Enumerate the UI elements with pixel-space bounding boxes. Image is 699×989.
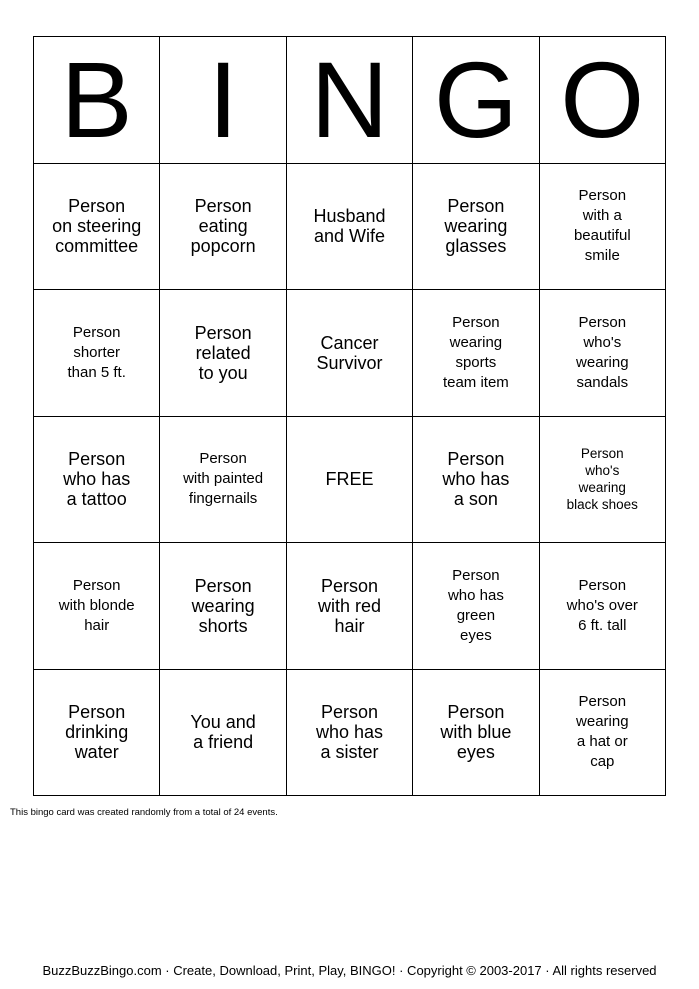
bingo-square[interactable] (540, 417, 666, 544)
bingo-square[interactable] (34, 164, 160, 291)
bingo-square[interactable] (34, 670, 160, 797)
footer-text: BuzzBuzzBingo.com · Create, Download, Print, Play, BINGO! · Copyright © 2003-2017 · All rights reserved (42, 963, 657, 978)
bingo-square[interactable] (160, 417, 286, 544)
bingo-square[interactable] (287, 670, 413, 797)
square-text: Cancer Survivor (316, 332, 383, 373)
square-text: Husband and Wife (313, 206, 386, 247)
header-letter: O (560, 38, 645, 160)
square-text: Person shorter than 5 ft. (67, 323, 126, 381)
header-cell-o (540, 37, 666, 164)
header-letter: G (433, 38, 518, 160)
header-letter: B (60, 38, 133, 160)
card-note: This bingo card was created randomly from a total of 24 events. (10, 807, 278, 818)
bingo-square[interactable] (287, 290, 413, 417)
square-text: Person who has a sister (315, 702, 384, 763)
bingo-square[interactable] (540, 290, 666, 417)
square-text: Person with painted fingernails (183, 450, 264, 508)
square-text: Person eating popcorn (190, 196, 256, 257)
bingo-square[interactable] (160, 164, 286, 291)
bingo-square[interactable] (34, 417, 160, 544)
bingo-square[interactable] (413, 290, 539, 417)
square-text: Person who has green eyes (447, 566, 504, 644)
bingo-square[interactable] (540, 670, 666, 797)
bingo-square[interactable] (160, 290, 286, 417)
bingo-square[interactable] (34, 543, 160, 670)
square-text: Person who's over 6 ft. tall (566, 576, 638, 634)
square-text: Person who's wearing sandals (576, 313, 629, 391)
bingo-square[interactable] (413, 670, 539, 797)
bingo-square[interactable] (413, 417, 539, 544)
bingo-square[interactable] (34, 290, 160, 417)
header-letter: N (310, 38, 389, 160)
bingo-square[interactable] (287, 164, 413, 291)
header-cell-g (413, 37, 539, 164)
bingo-square[interactable] (540, 164, 666, 291)
bingo-square[interactable] (160, 670, 286, 797)
square-text: FREE (325, 469, 374, 490)
header-letter: I (208, 38, 239, 160)
square-text: Person wearing shorts (191, 575, 255, 636)
square-text: Person related to you (194, 322, 252, 383)
square-text: Person on steering committee (52, 196, 142, 257)
square-text: Person with red hair (317, 575, 381, 636)
square-text: Person with blue eyes (440, 702, 512, 763)
header-cell-b (34, 37, 160, 164)
bingo-square[interactable] (287, 543, 413, 670)
square-text: Person who's wearing black shoes (566, 446, 638, 513)
square-text: Person wearing sports team item (442, 313, 509, 391)
square-text: Person who has a son (442, 449, 510, 510)
square-text: Person with blonde hair (58, 576, 135, 634)
square-text: You and a friend (190, 712, 256, 753)
bingo-square[interactable] (413, 543, 539, 670)
square-text: Person wearing a hat or cap (576, 693, 629, 771)
bingo-square[interactable] (160, 543, 286, 670)
square-text: Person who has a tattoo (63, 449, 131, 510)
bingo-square[interactable] (540, 543, 666, 670)
header-cell-n (287, 37, 413, 164)
free-square[interactable] (287, 417, 413, 544)
bingo-card (33, 36, 666, 796)
square-text: Person with a beautiful smile (573, 187, 631, 265)
bingo-square[interactable] (413, 164, 539, 291)
square-text: Person wearing glasses (444, 196, 508, 257)
header-cell-i (160, 37, 286, 164)
square-text: Person drinking water (65, 702, 129, 763)
